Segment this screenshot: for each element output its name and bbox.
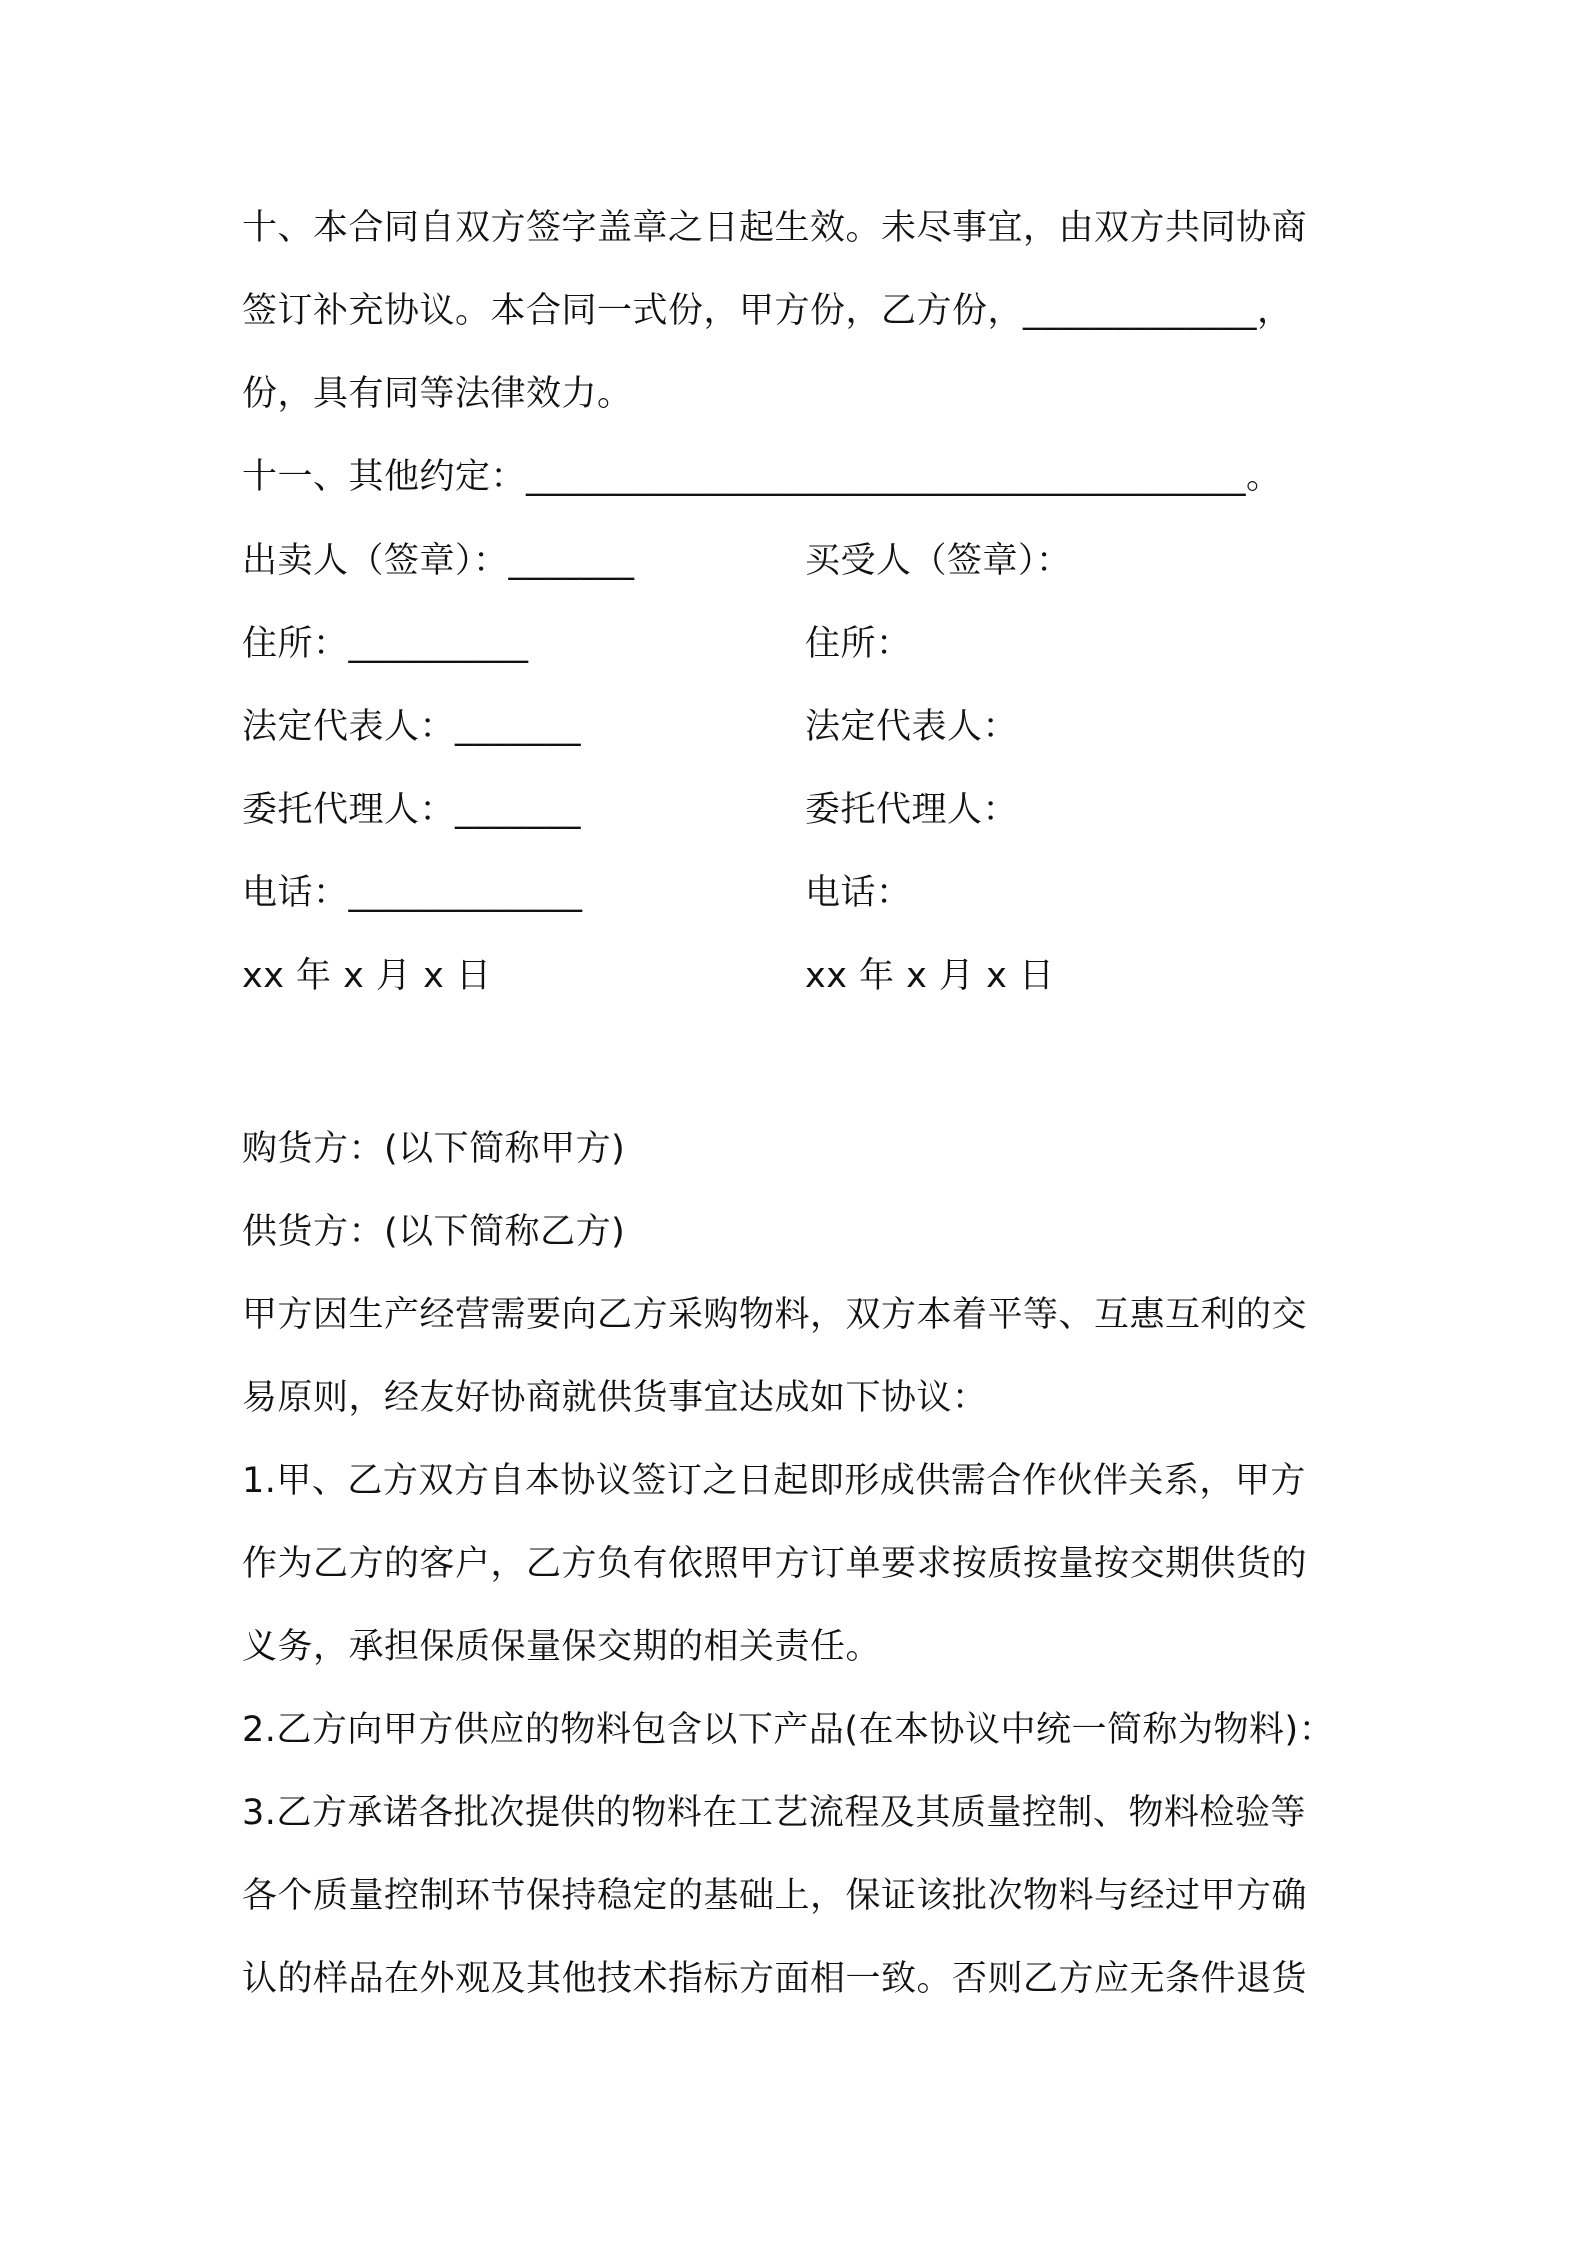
clause-ten-line-1: 十、本合同自双方签字盖章之日起生效。未尽事宜，由双方共同协商 bbox=[242, 208, 1308, 248]
buyer-agent-field: 委托代理人： bbox=[805, 790, 1019, 830]
clause-1-line-2: 作为乙方的客户，乙方负有依照甲方订单要求按质按量按交期供货的 bbox=[242, 1544, 1308, 1584]
supplier-party-line: 供货方：(以下简称乙方) bbox=[242, 1212, 626, 1252]
clause-3-line-2: 各个质量控制环节保持稳定的基础上，保证该批次物料与经过甲方确 bbox=[242, 1876, 1308, 1916]
buyer-date-field: xx 年 x 月 x 日 bbox=[805, 956, 1055, 996]
preamble-line-1: 甲方因生产经营需要向乙方采购物料，双方本着平等、互惠互利的交 bbox=[242, 1295, 1308, 1335]
clause-eleven-line: 十一、其他约定：________________________________________。 bbox=[242, 457, 1282, 497]
signature-row-legal-rep bbox=[242, 686, 1362, 769]
seller-date-field: xx 年 x 月 x 日 bbox=[242, 956, 492, 996]
signature-row-phone bbox=[242, 852, 1362, 935]
contract-clause-ten bbox=[242, 187, 1362, 519]
preamble-line-2: 易原则，经友好协商就供货事宜达成如下协议： bbox=[242, 1378, 988, 1418]
seller-seal-field: 出卖人（签章）：_______ bbox=[242, 541, 635, 581]
seller-address-field: 住所：__________ bbox=[242, 624, 529, 664]
buyer-address-field: 住所： bbox=[805, 624, 912, 664]
clause-ten-line-2: 签订补充协议。本合同一式份，甲方份，乙方份，_____________， bbox=[242, 291, 1293, 331]
seller-agent-field: 委托代理人：_______ bbox=[242, 790, 582, 830]
buyer-legal-rep-field: 法定代表人： bbox=[805, 707, 1019, 747]
signature-row-date bbox=[242, 935, 1362, 1018]
clause-ten-line-3: 份，具有同等法律效力。 bbox=[242, 374, 633, 414]
clause-1-line-3: 义务，承担保质保量保交期的相关责任。 bbox=[242, 1627, 882, 1667]
clause-1-line-1: 1.甲、乙方双方自本协议签订之日起即形成供需合作伙伴关系，甲方 bbox=[242, 1461, 1306, 1501]
signature-row-agent bbox=[242, 769, 1362, 852]
buyer-seal-field: 买受人（签章）： bbox=[805, 541, 1072, 581]
signature-block bbox=[242, 520, 1362, 1018]
clause-3-line-3: 认的样品在外观及其他技术指标方面相一致。否则乙方应无条件退货 bbox=[242, 1959, 1308, 1999]
signature-row-seal bbox=[242, 520, 1362, 603]
seller-phone-field: 电话：_____________ bbox=[242, 873, 583, 913]
supply-agreement bbox=[242, 1108, 1362, 2021]
signature-row-address bbox=[242, 603, 1362, 686]
seller-legal-rep-field: 法定代表人：_______ bbox=[242, 707, 582, 747]
clause-3-line-1: 3.乙方承诺各批次提供的物料在工艺流程及其质量控制、物料检验等 bbox=[242, 1793, 1306, 1833]
buyer-party-line: 购货方：(以下简称甲方) bbox=[242, 1129, 626, 1169]
buyer-phone-field: 电话： bbox=[805, 873, 912, 913]
clause-2-line-1: 2.乙方向甲方供应的物料包含以下产品(在本协议中统一简称为物料)： bbox=[242, 1710, 1335, 1750]
